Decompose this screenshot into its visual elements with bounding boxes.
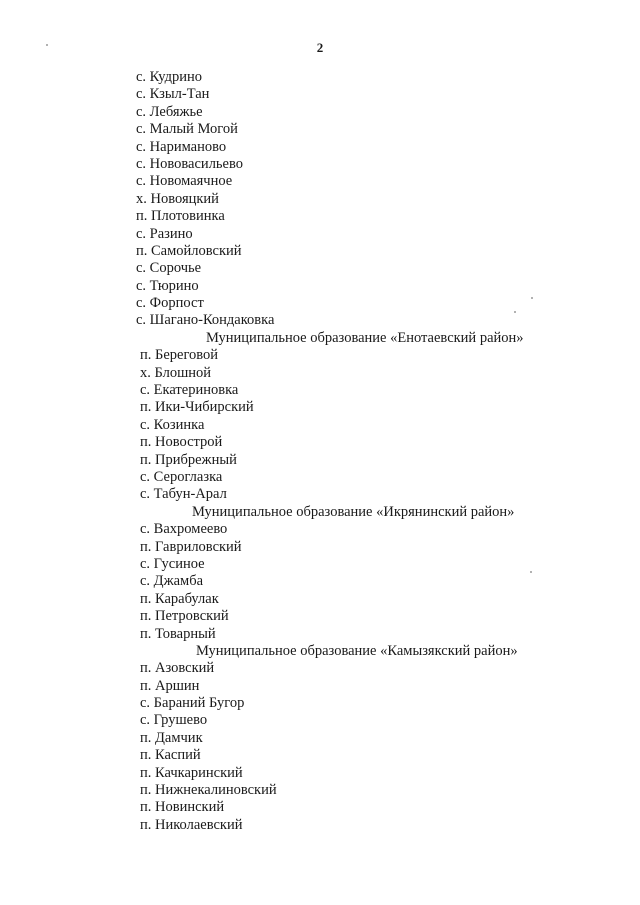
list-item: с. Табун-Арал xyxy=(140,486,227,503)
list-item: п. Гавриловский xyxy=(140,538,242,555)
list-item: с. Разино xyxy=(136,225,193,242)
list-item: с. Козинка xyxy=(140,416,205,433)
list-item: п. Каспий xyxy=(140,747,201,764)
section-heading: Муниципальное образование «Икрянинский район» xyxy=(192,503,515,520)
list-item: п. Аршин xyxy=(140,677,200,694)
section-ikryaninsky xyxy=(136,504,576,643)
list-item: с. Кудрино xyxy=(136,69,203,85)
list-item: с. Джамба xyxy=(140,573,204,590)
scan-speck xyxy=(514,311,516,313)
list-item: п. Плотовинка xyxy=(136,208,225,225)
list-item: с. Нововасильево xyxy=(136,155,243,172)
section-heading: Муниципальное образование «Камызякский район» xyxy=(196,642,518,659)
scan-speck xyxy=(531,297,533,299)
list-item: с. Сероглазка xyxy=(140,468,223,485)
page-number: 2 xyxy=(316,40,324,55)
list-item: п. Самойловский xyxy=(136,242,242,259)
list-item: с. Сорочье xyxy=(136,260,202,277)
list-item: с. Гусиное xyxy=(140,555,205,572)
list-item: с. Вахромеево xyxy=(140,521,228,538)
list-item: х. Блошной xyxy=(140,364,212,381)
list-item: п. Карабулак xyxy=(140,590,219,607)
list-item: п. Товарный xyxy=(140,625,216,642)
list-item: п. Береговой xyxy=(140,347,219,364)
list-item: с. Форпост xyxy=(136,295,204,312)
list-item: с. Екатериновка xyxy=(140,382,239,399)
scan-speck xyxy=(46,44,48,46)
section-heading: Муниципальное образование «Енотаевский район» xyxy=(206,329,524,346)
list-item: с. Лебяжье xyxy=(136,103,203,120)
list-item: с. Малый Могой xyxy=(136,121,238,138)
scan-speck xyxy=(530,571,532,573)
section-enotaevsky xyxy=(136,330,576,504)
list-item: п. Нижнекалиновский xyxy=(140,782,277,799)
list-item: п. Дамчик xyxy=(140,729,203,746)
list-item: п. Новострой xyxy=(140,434,223,451)
list-item: с. Грушево xyxy=(140,712,208,729)
list-item: х. Новояцкий xyxy=(136,190,219,207)
list-item: с. Кзыл-Тан xyxy=(136,86,210,103)
list-item: с. Нариманово xyxy=(136,138,227,155)
list-item: п. Азовский xyxy=(140,660,215,677)
list-item: с. Новомаячное xyxy=(136,173,233,190)
list-item: п. Петровский xyxy=(140,608,229,625)
list-item: с. Шагано-Кондаковка xyxy=(136,312,275,329)
settlement-list xyxy=(136,69,576,834)
section-list-continued xyxy=(136,69,576,330)
list-item: п. Новинский xyxy=(140,799,225,816)
list-item: п. Николаевский xyxy=(140,816,243,833)
list-item: п. Качкаринский xyxy=(140,764,243,781)
list-item: с. Бараний Бугор xyxy=(140,695,245,712)
list-item: п. Ики-Чибирский xyxy=(140,399,254,416)
list-item: п. Прибрежный xyxy=(140,451,237,468)
list-item: с. Тюрино xyxy=(136,277,199,294)
section-kamyzyaksky xyxy=(136,643,576,834)
